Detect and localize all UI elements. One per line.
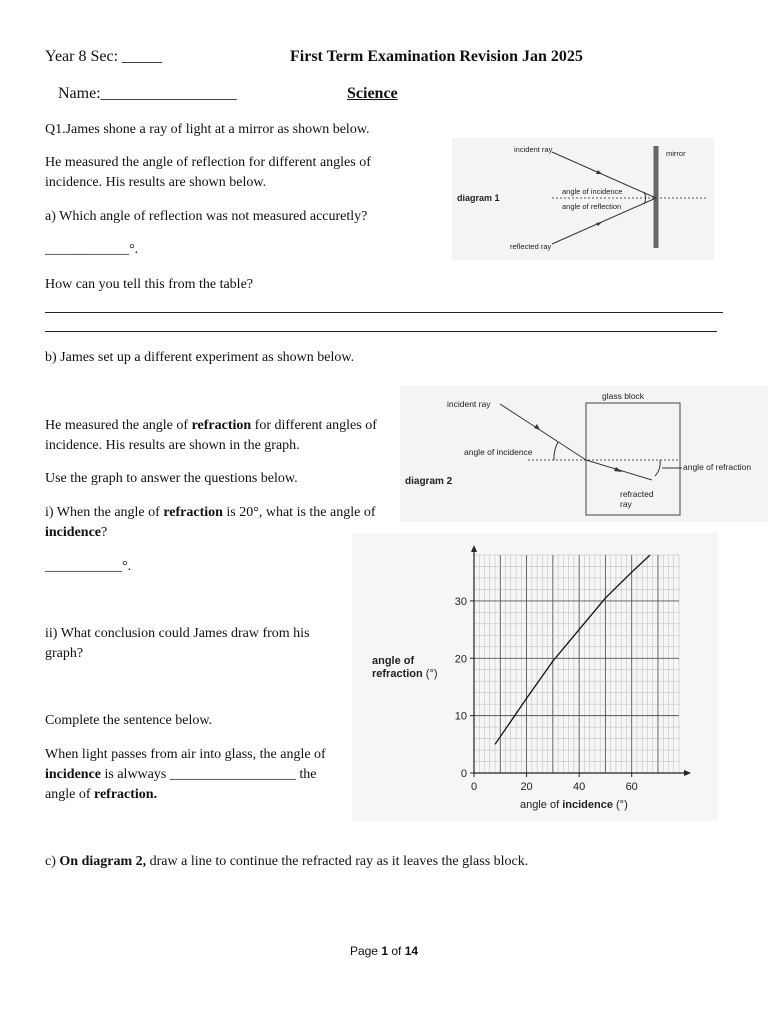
y-tick-label: 0 — [460, 768, 467, 780]
question-ii: ii) What conclusion could James draw from his graph? — [45, 626, 310, 661]
answer-line-1[interactable] — [45, 312, 723, 313]
subject-title: Science — [347, 85, 398, 102]
x-axis-label: angle of incidence (°) — [520, 799, 628, 811]
angle-incidence-2-label: angle of incidence — [464, 447, 533, 457]
ray-label: ray — [620, 499, 632, 509]
page-footer: Page 1 of 14 — [349, 944, 419, 958]
incident-ray-2-label: incident ray — [447, 399, 491, 409]
incident-ray-label: incident ray — [514, 145, 553, 154]
glass-block-label: glass block — [602, 391, 645, 401]
x-tick-label: 60 — [625, 781, 638, 793]
angle-reflection-label: angle of reflection — [562, 202, 622, 211]
y-tick-label: 10 — [454, 710, 467, 723]
complete-sentence[interactable]: When light passes from air into glass, the angle of incidence is alwways __________________ the angle of refraction. — [45, 747, 326, 802]
diagram-2-label: diagram 2 — [405, 476, 453, 487]
diagram-1 — [452, 138, 714, 260]
question-b-intro: b) James set up a different experiment as shown below. — [45, 350, 355, 365]
name-label: Name:_________________ — [58, 85, 237, 102]
x-tick-label: 40 — [573, 781, 586, 793]
q1-intro: Q1.James shone a ray of light at a mirror as shown below. — [45, 122, 370, 137]
mirror-label: mirror — [666, 149, 686, 158]
use-graph-text: Use the graph to answer the questions below. — [45, 471, 298, 486]
y-tick-label: 20 — [454, 653, 467, 666]
diagram-1-label: diagram 1 — [457, 193, 500, 203]
question-a-how: How can you tell this from the table? — [45, 277, 253, 292]
q1-measured-text: He measured the angle of reflection for different angles of incidence. His results are shown below. — [45, 155, 371, 190]
y-tick-label: 30 — [454, 595, 467, 608]
question-b-measured: He measured the angle of refraction for different angles of incidence. His results are shown in the graph. — [45, 418, 377, 453]
answer-a-blank[interactable]: ____________°. — [45, 242, 139, 257]
question-a: a) Which angle of reflection was not measured accuretly? — [45, 209, 368, 224]
angle-refraction-label: angle of refraction — [683, 462, 752, 472]
x-tick-label: 0 — [470, 781, 478, 793]
year-section-label: Year 8 Sec: _____ — [45, 48, 163, 65]
angle-incidence-label: angle of incidence — [562, 187, 623, 196]
complete-sentence-label: Complete the sentence below. — [45, 713, 213, 728]
exam-title: First Term Examination Revision Jan 2025 — [290, 48, 583, 65]
y-axis-label-1: angle of — [372, 655, 415, 667]
question-c: c) On diagram 2, draw a line to continue the refracted ray as it leaves the glass block. — [45, 854, 529, 869]
refracted-label: refracted — [620, 489, 654, 499]
diagram-2[interactable] — [400, 386, 768, 522]
refraction-graph — [352, 533, 718, 821]
x-tick-label: 20 — [520, 781, 533, 793]
y-axis-label-2: refraction (°) — [372, 668, 438, 680]
reflected-ray-label: reflected ray — [510, 242, 552, 251]
answer-line-2[interactable] — [45, 331, 717, 332]
question-i: i) When the angle of refraction is 20°, what is the angle of incidence? — [45, 505, 376, 540]
answer-i-blank[interactable]: ___________°. — [45, 559, 132, 574]
